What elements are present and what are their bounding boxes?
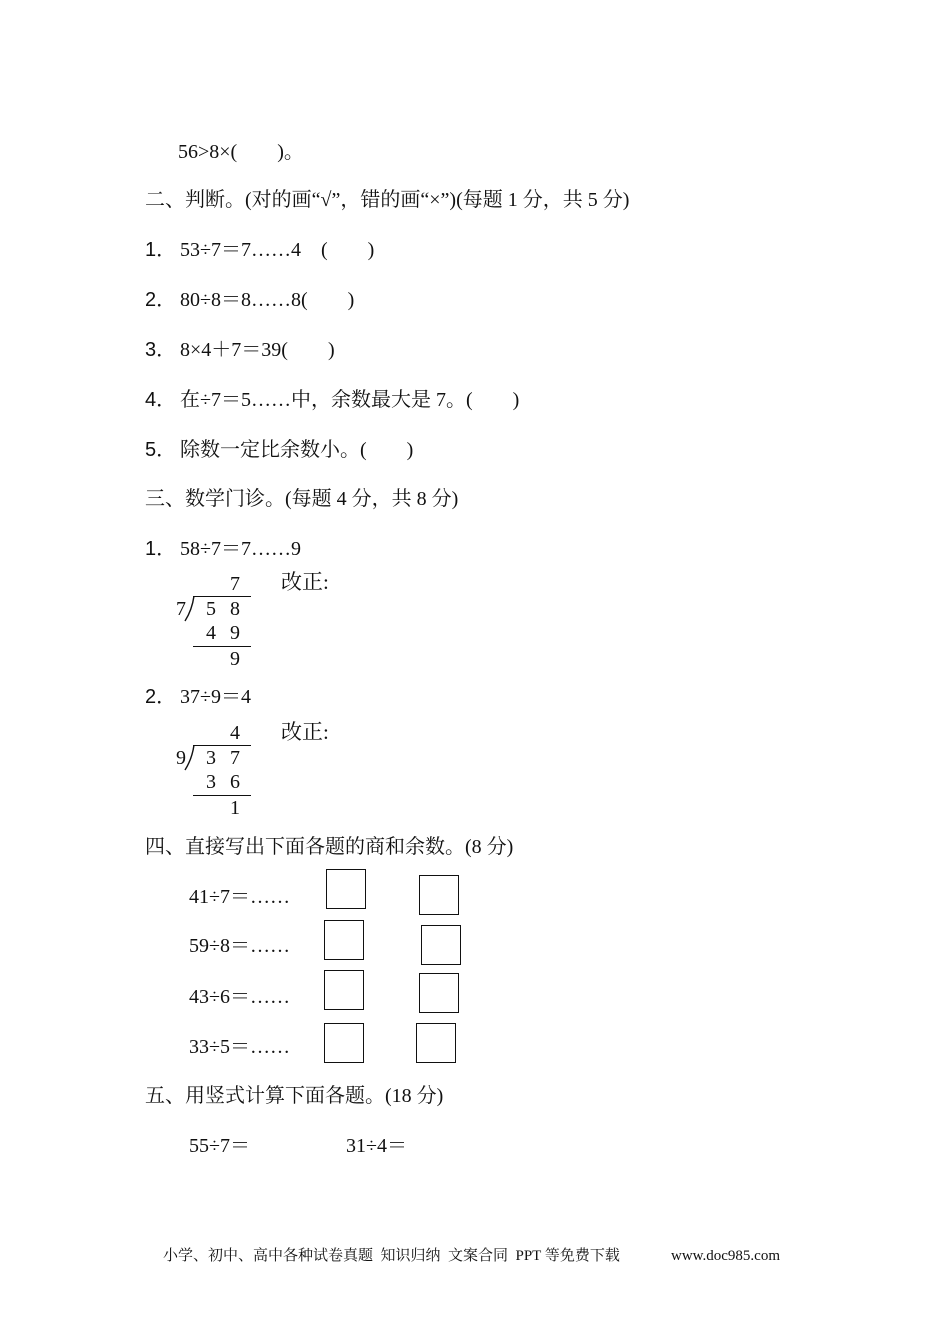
footer-url[interactable]: www.doc985.com: [671, 1248, 781, 1264]
problem-number: 1．: [145, 538, 177, 560]
divisor: 9: [176, 747, 186, 769]
section2-item-number: 1．: [145, 239, 177, 261]
section2-item-text: 在÷7＝5……中，余数最大是 7。( ): [180, 389, 520, 411]
subtraction-line: [193, 795, 251, 796]
quick-division-row: 43÷6＝……: [189, 986, 290, 1008]
section2-item-text: 53÷7＝7……4 ( ): [180, 239, 375, 261]
section2-item-text: 80÷8＝8……8( ): [180, 289, 355, 311]
remainder-answer-box[interactable]: [419, 875, 459, 915]
remainder-answer-box[interactable]: [419, 973, 459, 1013]
section2-title: 二、判断。(对的画“√”，错的画“×”)(每题 1 分，共 5 分): [145, 189, 630, 211]
dividend-digit: 5: [206, 598, 216, 620]
quick-division-row: 59÷8＝……: [189, 935, 290, 957]
remainder-answer-box[interactable]: [421, 925, 461, 965]
dividend-digit: 3: [206, 747, 216, 769]
quotient: 7: [230, 573, 240, 595]
vertical-calc-item: 31÷4＝: [346, 1135, 407, 1157]
quick-division-row: 33÷5＝……: [189, 1036, 290, 1058]
section2-item-text: 8×4＋7＝39( ): [180, 339, 335, 361]
correction-label: 改正:: [281, 570, 329, 594]
top-line: 56>8×( )。: [178, 141, 304, 163]
division-bar: [193, 596, 251, 597]
quotient: 4: [230, 722, 240, 744]
section4-title: 四、直接写出下面各题的商和余数。(8 分): [145, 836, 514, 858]
remainder-answer-box[interactable]: [416, 1023, 456, 1063]
section2-item-number: 2．: [145, 289, 177, 311]
dividend-digit: 7: [230, 747, 240, 769]
remainder: 1: [230, 797, 240, 819]
division-bracket: [184, 596, 198, 622]
section2-item-number: 4．: [145, 389, 177, 411]
section2-item-text: 除数一定比余数小。( ): [180, 439, 414, 461]
problem-equation: 58÷7＝7……9: [180, 538, 301, 560]
footer-text: 小学、初中、高中各种试卷真题 知识归纳 文案合同 PPT 等免费下载: [163, 1248, 620, 1264]
problem-number: 2．: [145, 686, 177, 708]
dividend-digit: 8: [230, 598, 240, 620]
product-digit: 6: [230, 771, 240, 793]
quotient-answer-box[interactable]: [326, 869, 366, 909]
division-bar: [193, 745, 251, 746]
vertical-calc-item: 55÷7＝: [189, 1135, 250, 1157]
product-digit: 3: [206, 771, 216, 793]
section3-title: 三、数学门诊。(每题 4 分，共 8 分): [145, 488, 459, 510]
product-digit: 4: [206, 622, 216, 644]
product-digit: 9: [230, 622, 240, 644]
quotient-answer-box[interactable]: [324, 920, 364, 960]
problem-equation: 37÷9＝4: [180, 686, 251, 708]
remainder: 9: [230, 648, 240, 670]
divisor: 7: [176, 598, 186, 620]
section5-title: 五、用竖式计算下面各题。(18 分): [145, 1085, 444, 1107]
division-bracket: [184, 745, 198, 771]
section2-item-number: 3．: [145, 339, 177, 361]
correction-label: 改正:: [281, 720, 329, 744]
section2-item-number: 5．: [145, 439, 177, 461]
subtraction-line: [193, 646, 251, 647]
quotient-answer-box[interactable]: [324, 970, 364, 1010]
quotient-answer-box[interactable]: [324, 1023, 364, 1063]
quick-division-row: 41÷7＝……: [189, 886, 290, 908]
